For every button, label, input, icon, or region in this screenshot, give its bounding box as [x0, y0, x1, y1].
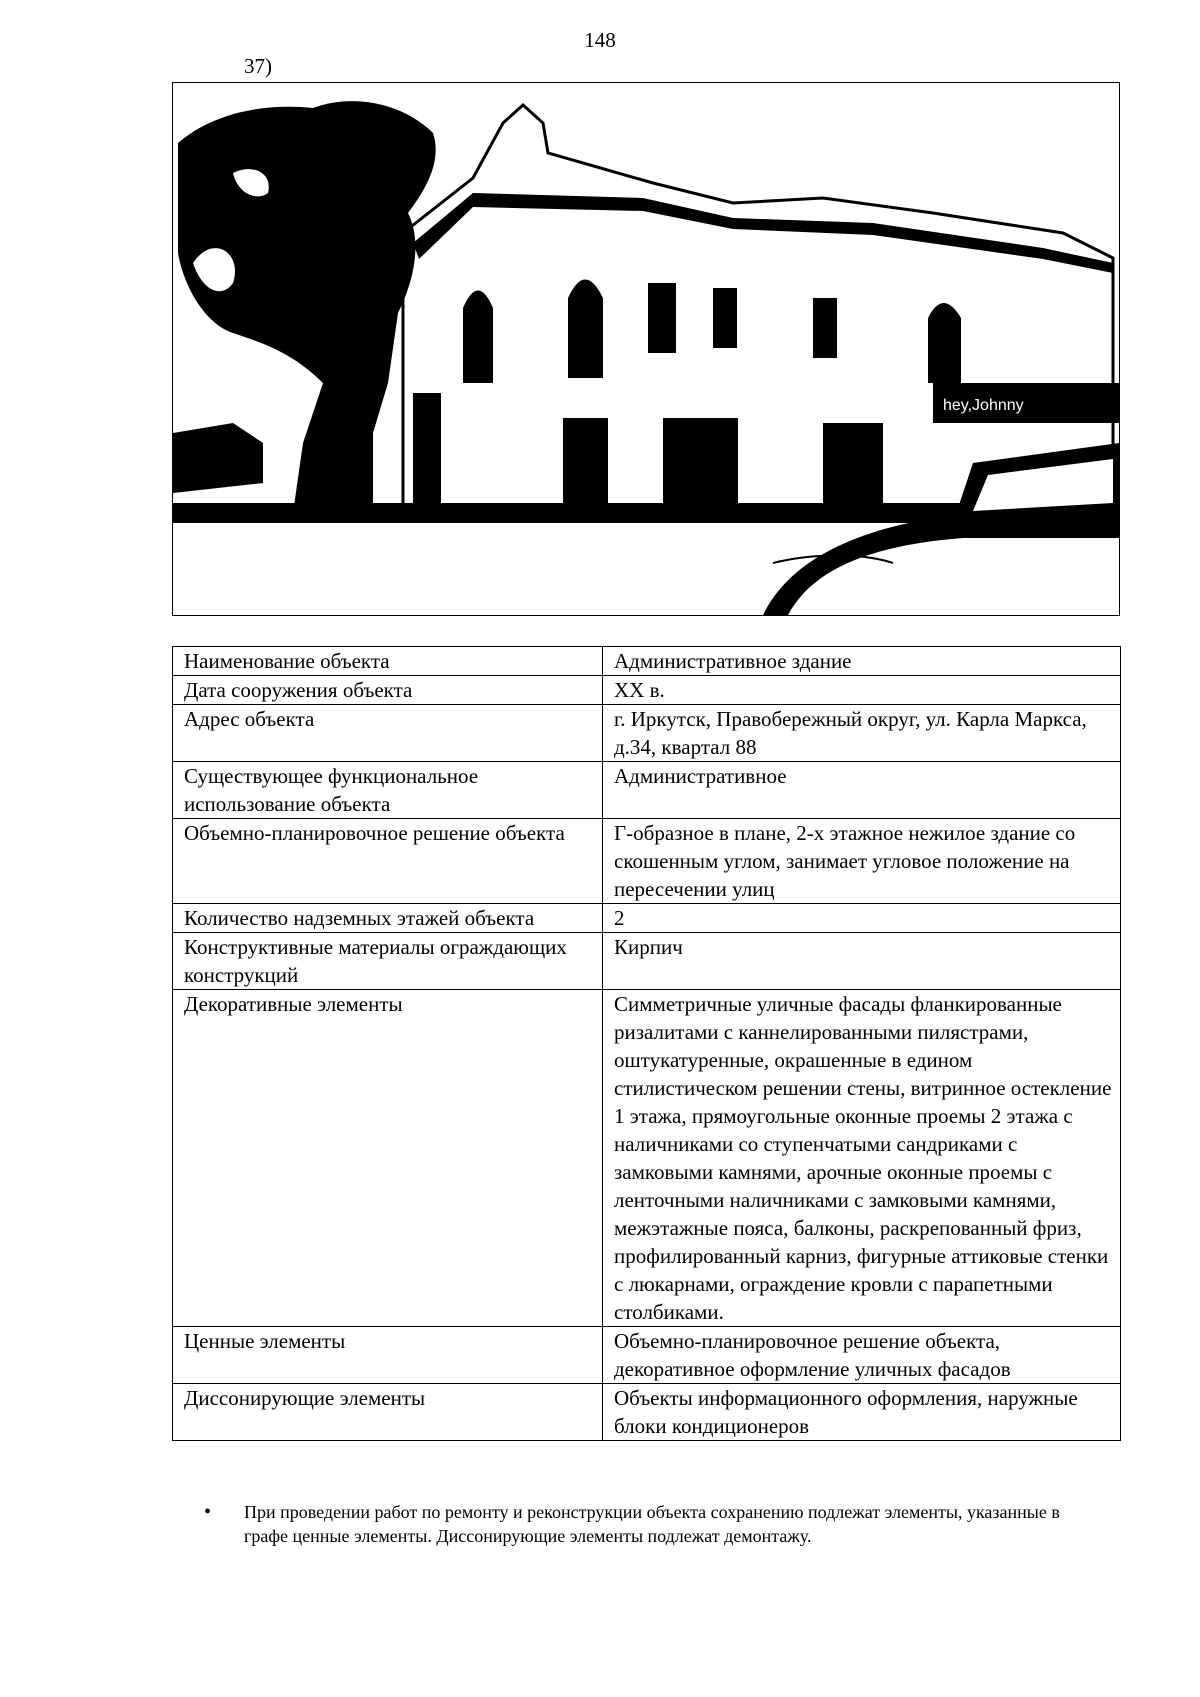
row-value: Административное здание: [603, 647, 1121, 676]
table-row: [173, 647, 1121, 676]
row-label: Конструктивные материалы ограждающих конструкций: [173, 933, 603, 990]
row-label: Диссонирующие элементы: [173, 1384, 603, 1441]
row-label: Объемно-планировочное решение объекта: [173, 819, 603, 904]
row-value: г. Иркутск, Правобережный округ, ул. Карла Маркса, д.34, квартал 88: [603, 705, 1121, 762]
car-left: [173, 423, 263, 493]
row-value: Объемно-планировочное решение объекта, декоративное оформление уличных фасадов: [603, 1327, 1121, 1384]
row-label: Существующее функциональное использование объекта: [173, 762, 603, 819]
row-label: Количество надземных этажей объекта: [173, 904, 603, 933]
row-value: Г-образное в плане, 2-х этажное нежилое здание со скошенным углом, занимает угловое положение на пересечении улиц: [603, 819, 1121, 904]
row-value: Объекты информационного оформления, наружные блоки кондиционеров: [603, 1384, 1121, 1441]
entry-number: 37): [244, 54, 272, 78]
table-row: [173, 1327, 1121, 1384]
row-label: Ценные элементы: [173, 1327, 603, 1384]
footnote: [204, 1500, 1084, 1548]
table-row: [173, 676, 1121, 705]
shop-sign: hey,Johnny: [943, 397, 1024, 414]
page-number: 148: [584, 28, 616, 52]
row-label: Дата сооружения объекта: [173, 676, 603, 705]
row-value: 2: [603, 904, 1121, 933]
row-label: Адрес объекта: [173, 705, 603, 762]
table-row: [173, 933, 1121, 990]
row-label: Декоративные элементы: [173, 990, 603, 1327]
building-facade: [403, 105, 1113, 513]
table-row: [173, 762, 1121, 819]
row-value: Административное: [603, 762, 1121, 819]
bullet-icon: •: [204, 1501, 212, 1523]
table-row: [173, 1384, 1121, 1441]
row-value: Симметричные уличные фасады фланкированные ризалитами с каннелированными пилястрами, оштукатуренные, окрашенные в едином стилистическом решении стены, витринное остекление 1 этажа, прямоугольные оконные проемы 2 этажа с наличниками со ступенчатыми сандриками с замковыми камнями, арочные оконные проемы с ленточными наличниками с замковыми камнями, межэтажные пояса, балконы, раскрепованный фриз, профилированный карниз, фигурные аттиковые стенки с люкарнами, ограждение кровли с парапетными столбиками.: [603, 990, 1121, 1327]
object-info-table: [172, 646, 1121, 1441]
building-photo: [172, 82, 1120, 616]
table-row: [173, 705, 1121, 762]
row-value: Кирпич: [603, 933, 1121, 990]
table-row: [173, 819, 1121, 904]
row-value: XX в.: [603, 676, 1121, 705]
footnote-text: При проведении работ по ремонту и реконструкции объекта сохранению подлежат элементы, указанные в графе ценные элементы. Диссонирующие элементы подлежат демонтажу.: [244, 1502, 1060, 1546]
row-label: Наименование объекта: [173, 647, 603, 676]
table-row: [173, 904, 1121, 933]
table-row: [173, 990, 1121, 1327]
